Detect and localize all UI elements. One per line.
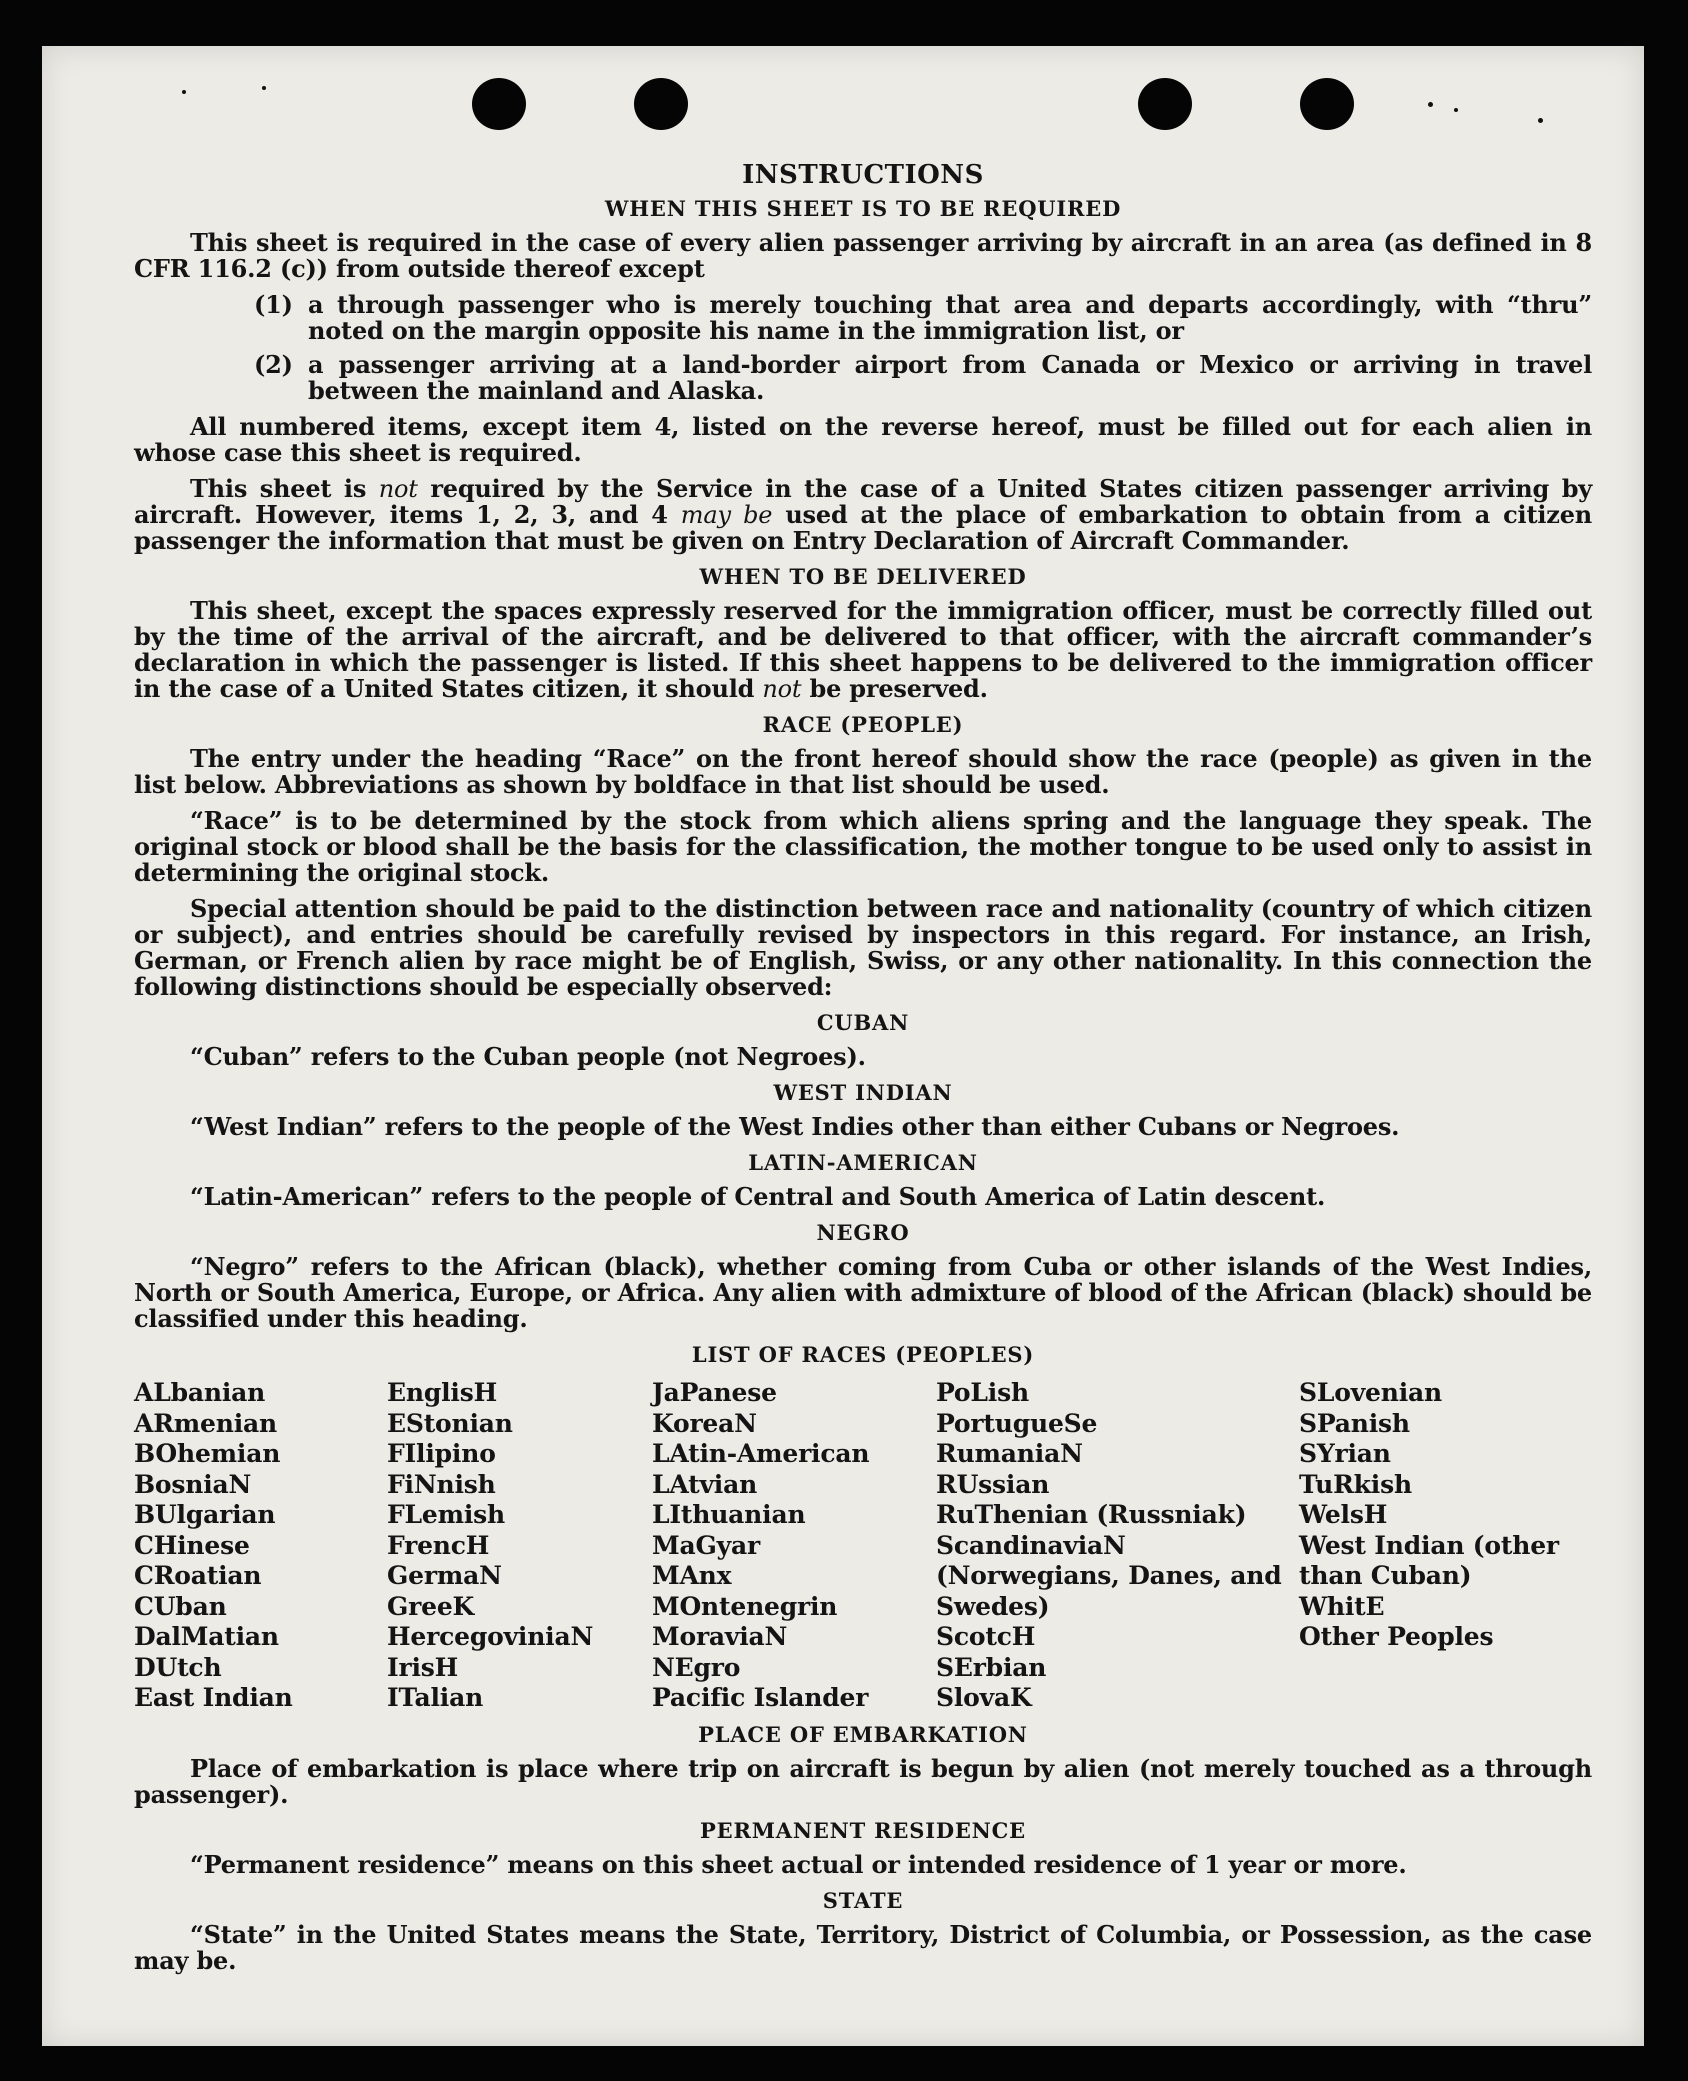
race-entry: ITalian (387, 1683, 484, 1712)
race-entry: SlovaK (936, 1683, 1032, 1712)
delivered-text: This sheet, except the spaces expressly reserved for the immigration officer, must be correctly filled out by the time of the arrival of the aircraft, and be delivered to that officer, with the aircraft commander’s declaration in which the passenger is listed. If this sheet happens to be delivered to the immigration officer in the case of a United States citizen, it should not be preserved. (134, 596, 1592, 703)
heading-delivered: WHEN TO BE DELIVERED (699, 564, 1027, 589)
race-entry: SLovenian (1299, 1378, 1442, 1407)
numbered-items-note: All numbered items, except item 4, listed on the reverse hereof, must be filled out for each alien in whose case this sheet is required. (134, 412, 1592, 467)
heading-embarkation: PLACE OF EMBARKATION (698, 1721, 1028, 1747)
race-entry: MaGyar (652, 1530, 760, 1560)
heading-cuban: CUBAN (816, 1010, 910, 1035)
embarkation-text: Place of embarkation is place where trip on aircraft is begun by alien (not merely touched as a through passenger). (134, 1753, 1592, 1809)
race-entry: BUlgarian (134, 1500, 276, 1529)
race-entry: GermaN (387, 1561, 502, 1590)
race-entry: DalMatian (134, 1622, 279, 1651)
race-entry: MAnx (652, 1561, 732, 1590)
race-entry: BosniaN (134, 1469, 252, 1499)
race-paragraph-1: The entry under the heading “Race” on the front hereof should show the race (people) as given in the list below. Abbreviations as shown by boldface in that list should be used. (134, 744, 1592, 799)
race-entry: ARmenian (134, 1408, 277, 1438)
heading-state: STATE (822, 1887, 904, 1913)
races-column-3 (652, 1378, 936, 1714)
race-entry: MOntenegrin (652, 1591, 838, 1621)
residence-text: “Permanent residence” means on this sheet actual or intended residence of 1 year or more. (190, 1849, 1407, 1879)
race-entry: SYrian (1299, 1439, 1391, 1468)
citizen-note: This sheet is not required by the Service in the case of a United States citizen passenger arriving by aircraft. However, items 1, 2, 3, and 4 may be used at the place of embarkation to obtain from a citizen passenger the information that must be given on Entry Declaration of Aircraft Commander. (134, 474, 1593, 555)
race-entry: EnglisH (387, 1378, 498, 1407)
race-entry: CHinese (134, 1530, 250, 1560)
race-entry: PortugueSe (936, 1408, 1098, 1438)
race-entry: CUban (134, 1591, 227, 1621)
exception-item-1: (1) a through passenger who is merely touching that area and departs accordingly, with “thru” noted on the margin opposite his name in the immigration list, or (254, 290, 1592, 345)
races-column-5 (1299, 1378, 1592, 1714)
race-entry: FiNnish (387, 1469, 496, 1499)
race-entry: JaPanese (652, 1378, 777, 1407)
race-entry: KoreaN (652, 1408, 757, 1438)
heading-races-list: LIST OF RACES (PEOPLES) (691, 1342, 1035, 1367)
race-entry: TuRkish (1299, 1469, 1412, 1499)
race-entry: EStonian (387, 1408, 513, 1438)
race-entry: CRoatian (134, 1561, 262, 1590)
west-indian-text: “West Indian” refers to the people of the West Indies other than either Cubans or Negroes. (190, 1112, 1400, 1141)
race-entry: East Indian (134, 1683, 293, 1712)
document-page (42, 46, 1644, 2046)
race-entry: West Indian (other than Cuban) (1299, 1530, 1559, 1590)
exception-list (254, 292, 1592, 404)
race-entry: ScotcH (936, 1622, 1036, 1651)
latin-american-text: “Latin-American” refers to the people of Central and South America of Latin descent. (190, 1182, 1326, 1211)
exception-item-2: (2) a passenger arriving at a land-border airport from Canada or Mexico or arriving in travel between the mainland and Alaska. (254, 350, 1592, 405)
negro-text: “Negro” refers to the African (black), whether coming from Cuba or other islands of the West Indies, North or South America, Europe, or Africa. Any alien with admixture of blood of the African (black) should be classified under this heading. (134, 1252, 1592, 1333)
races-column-1 (134, 1378, 387, 1714)
heading-residence: PERMANENT RESIDENCE (700, 1817, 1026, 1843)
race-entry: WhitE (1299, 1591, 1385, 1621)
races-column-2 (387, 1378, 652, 1714)
heading-latin-american: LATIN-AMERICAN (748, 1150, 978, 1175)
required-intro: This sheet is required in the case of every alien passenger arriving by aircraft in an area (as defined in 8 CFR 116.2 (c)) from outside thereof except (134, 228, 1592, 283)
race-entry: DUtch (134, 1652, 222, 1682)
instructions-content (134, 118, 1592, 1984)
race-entry: NEgro (652, 1652, 741, 1682)
race-entry: SPanish (1299, 1408, 1410, 1438)
race-entry: HercegoviniaN (387, 1622, 594, 1651)
race-paragraph-3: Special attention should be paid to the distinction between race and nationality (country of which citizen or subject), and entries should be carefully revised by inspectors in this regard. For instance, an Irish, German, or French alien by race might be of English, Swiss, or any other nationality. In this connection the following distinctions should be especially observed: (134, 894, 1592, 1001)
race-paragraph-2: “Race” is to be determined by the stock from which aliens spring and the language they speak. The original stock or blood shall be the basis for the classification, the mother tongue to be used only to assist in determining the original stock. (134, 806, 1592, 887)
race-entry: IrisH (387, 1652, 459, 1682)
state-text: “State” in the United States means the State, Territory, District of Columbia, or Possession, as the case may be. (134, 1919, 1592, 1975)
race-entry: ALbanian (134, 1378, 266, 1407)
race-entry: LIthuanian (652, 1500, 806, 1529)
race-entry: FIlipino (387, 1439, 496, 1468)
races-list (134, 1378, 1592, 1714)
race-entry: RuThenian (Russniak) (936, 1500, 1247, 1529)
race-entry: PoLish (936, 1378, 1029, 1407)
race-entry: Pacific Islander (652, 1683, 869, 1712)
race-entry: RumaniaN (936, 1439, 1083, 1468)
race-entry: GreeK (387, 1591, 475, 1621)
race-entry: BOhemian (134, 1439, 281, 1468)
cuban-text: “Cuban” refers to the Cuban people (not Negroes). (190, 1042, 866, 1071)
race-entry: LAtin-American (652, 1439, 870, 1468)
race-entry: SErbian (936, 1652, 1047, 1682)
heading-negro: NEGRO (816, 1220, 910, 1245)
race-entry: MoraviaN (652, 1622, 788, 1651)
races-column-4 (936, 1378, 1299, 1714)
heading-required: WHEN THIS SHEET IS TO BE REQUIRED (604, 196, 1122, 221)
race-entry: Other Peoples (1299, 1622, 1494, 1651)
race-entry: WelsH (1299, 1500, 1388, 1529)
page-title: INSTRUCTIONS (742, 160, 984, 190)
race-entry: FLemish (387, 1500, 506, 1529)
race-entry: ScandinaviaN (Norwegians, Danes, and Swedes) (936, 1530, 1282, 1621)
race-entry: RUssian (936, 1469, 1050, 1499)
race-entry: LAtvian (652, 1469, 758, 1499)
heading-race: RACE (PEOPLE) (762, 712, 964, 737)
heading-west-indian: WEST INDIAN (773, 1080, 953, 1105)
race-entry: FrencH (387, 1530, 490, 1560)
